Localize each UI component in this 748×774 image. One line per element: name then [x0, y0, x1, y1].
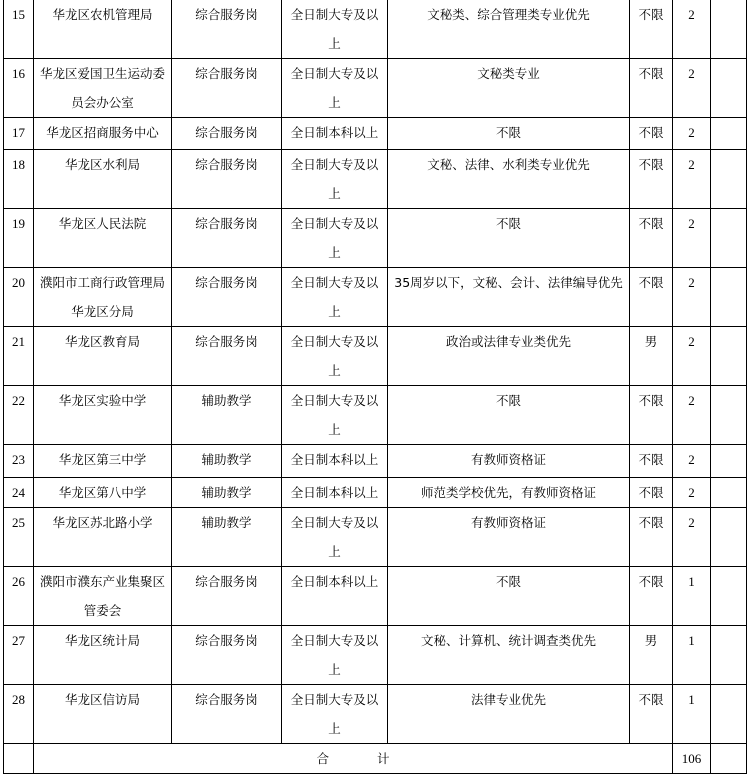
unit-cell: 濮阳市濮东产业集聚区管委会	[34, 567, 172, 626]
extra-cell	[711, 478, 747, 508]
table-row	[4, 445, 747, 478]
total-extra-cell	[711, 744, 747, 774]
requirement-cell: 不限	[388, 386, 630, 445]
requirement-cell: 不限	[388, 567, 630, 626]
gender-cell: 不限	[630, 150, 673, 209]
table-row	[4, 268, 747, 327]
row-number-cell: 27	[4, 626, 34, 685]
row-number-cell: 18	[4, 150, 34, 209]
recruitment-table	[3, 0, 747, 774]
requirement-cell: 法律专业优先	[388, 685, 630, 744]
post-cell: 综合服务岗	[172, 209, 282, 268]
education-cell: 全日制大专及以上	[282, 268, 388, 327]
education-cell: 全日制本科以上	[282, 118, 388, 150]
requirement-cell: 师范类学校优先，有教师资格证	[388, 478, 630, 508]
unit-cell: 华龙区招商服务中心	[34, 118, 172, 150]
extra-cell	[711, 386, 747, 445]
requirement-cell: 不限	[388, 118, 630, 150]
row-number-cell: 23	[4, 445, 34, 478]
gender-cell: 不限	[630, 118, 673, 150]
extra-cell	[711, 59, 747, 118]
table-row	[4, 508, 747, 567]
row-number-cell: 20	[4, 268, 34, 327]
row-number-cell: 15	[4, 0, 34, 59]
post-cell: 综合服务岗	[172, 626, 282, 685]
post-cell: 综合服务岗	[172, 327, 282, 386]
total-label-right: 计	[377, 751, 390, 766]
row-number-cell: 28	[4, 685, 34, 744]
row-number-cell: 17	[4, 118, 34, 150]
education-cell: 全日制本科以上	[282, 567, 388, 626]
gender-cell: 不限	[630, 508, 673, 567]
total-label-cell	[34, 744, 673, 774]
unit-cell: 华龙区信访局	[34, 685, 172, 744]
unit-cell: 华龙区实验中学	[34, 386, 172, 445]
post-cell: 辅助教学	[172, 478, 282, 508]
total-row	[4, 744, 747, 774]
post-cell: 综合服务岗	[172, 268, 282, 327]
education-cell: 全日制本科以上	[282, 445, 388, 478]
gender-cell: 不限	[630, 478, 673, 508]
count-cell: 2	[673, 508, 711, 567]
gender-cell: 不限	[630, 567, 673, 626]
extra-cell	[711, 508, 747, 567]
count-cell: 2	[673, 150, 711, 209]
unit-cell: 华龙区苏北路小学	[34, 508, 172, 567]
requirement-cell: 有教师资格证	[388, 508, 630, 567]
extra-cell	[711, 567, 747, 626]
table-row	[4, 567, 747, 626]
unit-cell: 华龙区农机管理局	[34, 0, 172, 59]
gender-cell: 不限	[630, 685, 673, 744]
table-row	[4, 478, 747, 508]
table-row	[4, 150, 747, 209]
count-cell: 1	[673, 626, 711, 685]
row-number-cell: 22	[4, 386, 34, 445]
post-cell: 综合服务岗	[172, 685, 282, 744]
count-cell: 2	[673, 327, 711, 386]
gender-cell: 不限	[630, 59, 673, 118]
requirement-cell: 文秘类专业	[388, 59, 630, 118]
table-row	[4, 386, 747, 445]
unit-cell: 华龙区第八中学	[34, 478, 172, 508]
table-row	[4, 685, 747, 744]
count-cell: 2	[673, 59, 711, 118]
row-number-cell: 25	[4, 508, 34, 567]
education-cell: 全日制大专及以上	[282, 327, 388, 386]
total-blank-cell	[4, 744, 34, 774]
gender-cell: 男	[630, 626, 673, 685]
gender-cell: 不限	[630, 0, 673, 59]
extra-cell	[711, 118, 747, 150]
post-cell: 综合服务岗	[172, 0, 282, 59]
post-cell: 辅助教学	[172, 508, 282, 567]
row-number-cell: 19	[4, 209, 34, 268]
row-number-cell: 21	[4, 327, 34, 386]
table-body	[4, 0, 747, 774]
education-cell: 全日制大专及以上	[282, 386, 388, 445]
table-row	[4, 209, 747, 268]
post-cell: 综合服务岗	[172, 150, 282, 209]
education-cell: 全日制大专及以上	[282, 626, 388, 685]
count-cell: 2	[673, 445, 711, 478]
education-cell: 全日制本科以上	[282, 478, 388, 508]
post-cell: 辅助教学	[172, 445, 282, 478]
count-cell: 1	[673, 567, 711, 626]
extra-cell	[711, 445, 747, 478]
count-cell: 1	[673, 685, 711, 744]
extra-cell	[711, 685, 747, 744]
table-row	[4, 327, 747, 386]
count-cell: 2	[673, 386, 711, 445]
unit-cell: 华龙区教育局	[34, 327, 172, 386]
row-number-cell: 16	[4, 59, 34, 118]
table-row	[4, 0, 747, 59]
requirement-cell: 文秘类、综合管理类专业优先	[388, 0, 630, 59]
gender-cell: 男	[630, 327, 673, 386]
requirement-cell: 有教师资格证	[388, 445, 630, 478]
gender-cell: 不限	[630, 209, 673, 268]
education-cell: 全日制大专及以上	[282, 209, 388, 268]
requirement-cell: 文秘、法律、水利类专业优先	[388, 150, 630, 209]
total-count-cell: 106	[673, 744, 711, 774]
table-row	[4, 59, 747, 118]
requirement-cell: 政治或法律专业类优先	[388, 327, 630, 386]
row-number-cell: 24	[4, 478, 34, 508]
post-cell: 综合服务岗	[172, 567, 282, 626]
requirement-cell: 不限	[388, 209, 630, 268]
row-number-cell: 26	[4, 567, 34, 626]
education-cell: 全日制大专及以上	[282, 0, 388, 59]
count-cell: 2	[673, 118, 711, 150]
gender-cell: 不限	[630, 268, 673, 327]
post-cell: 综合服务岗	[172, 59, 282, 118]
unit-cell: 华龙区水利局	[34, 150, 172, 209]
education-cell: 全日制大专及以上	[282, 685, 388, 744]
count-cell: 2	[673, 209, 711, 268]
unit-cell: 华龙区爱国卫生运动委员会办公室	[34, 59, 172, 118]
unit-cell: 华龙区人民法院	[34, 209, 172, 268]
education-cell: 全日制大专及以上	[282, 150, 388, 209]
table-row	[4, 626, 747, 685]
extra-cell	[711, 150, 747, 209]
count-cell: 2	[673, 268, 711, 327]
requirement-cell: 35周岁以下，文秘、会计、法律编导优先	[388, 268, 630, 327]
post-cell: 辅助教学	[172, 386, 282, 445]
post-cell: 综合服务岗	[172, 118, 282, 150]
unit-cell: 濮阳市工商行政管理局华龙区分局	[34, 268, 172, 327]
extra-cell	[711, 626, 747, 685]
gender-cell: 不限	[630, 386, 673, 445]
count-cell: 2	[673, 0, 711, 59]
unit-cell: 华龙区统计局	[34, 626, 172, 685]
unit-cell: 华龙区第三中学	[34, 445, 172, 478]
table-row	[4, 118, 747, 150]
count-cell: 2	[673, 478, 711, 508]
education-cell: 全日制大专及以上	[282, 59, 388, 118]
extra-cell	[711, 209, 747, 268]
gender-cell: 不限	[630, 445, 673, 478]
extra-cell	[711, 268, 747, 327]
extra-cell	[711, 327, 747, 386]
education-cell: 全日制大专及以上	[282, 508, 388, 567]
requirement-cell: 文秘、计算机、统计调查类优先	[388, 626, 630, 685]
extra-cell	[711, 0, 747, 59]
total-label-left: 合	[316, 751, 329, 766]
